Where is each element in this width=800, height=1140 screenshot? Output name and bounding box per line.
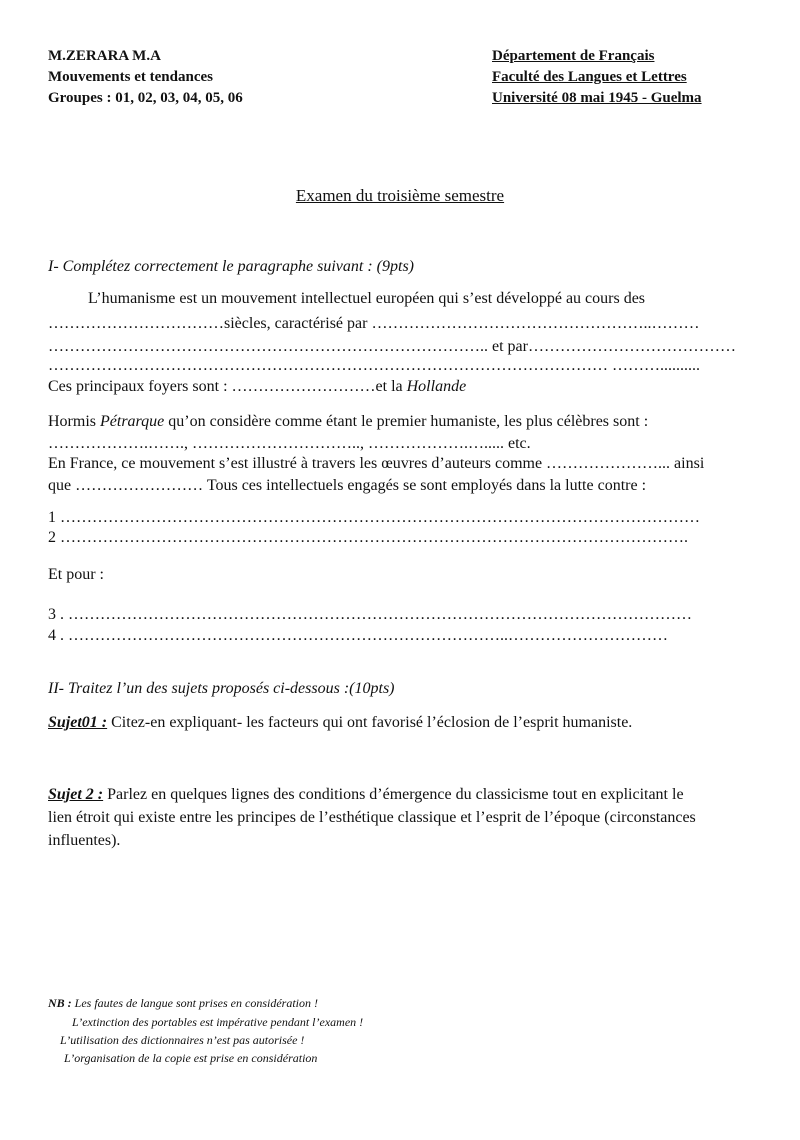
part1-line-6 [48,413,648,431]
header-right [492,46,702,109]
answer-line-3: 3 . ……………………………………………………………………………………………………… [48,606,692,623]
sujet2-text: Parlez en quelques lignes des conditions d’émergence du classicisme tout en explicitant le lien étroit qui existe entre les principes de l’esthétique classique et l’esprit de l’époque (circonstances influentes). [48,786,696,849]
sujet1-label: Sujet01 : [48,714,108,731]
petrarque: Pétrarque [100,413,165,430]
part1-line-1: L’humanisme est un mouvement intellectuel européen qui s’est développé au cours des [88,290,646,307]
course-name: Mouvements et tendances [48,69,213,85]
faculty: Faculté des Langues et Lettres [492,69,687,85]
groups: Groupes : 01, 02, 03, 04, 05, 06 [48,90,243,106]
university: Université 08 mai 1945 - Guelma [492,90,702,106]
nb-label: NB : [48,996,72,1010]
note-3: L’utilisation des dictionnaires n’est pas autorisée ! [60,1033,305,1047]
part2-heading: II- Traitez l’un des sujets proposés ci-dessous :(10pts) [48,680,395,697]
petrarque-rest: qu’on considère comme étant le premier humaniste, les plus célèbres sont : [164,413,649,430]
exam-title: Examen du troisième semestre [295,186,505,205]
answer-line-1: 1 ………………………………………………………………………………………………………… [48,509,700,526]
part1-line-4: …………………………………………………………………………………………… ……….......... [48,357,700,374]
part1-line-9: que …………………… Tous ces intellectuels engagés se sont employés dans la lutte contre : [48,477,647,494]
answer-line-2: 2 ………………………………………………………………………………………………………. [48,529,688,546]
et-pour: Et pour : [48,566,104,583]
part1-line-8: En France, ce mouvement s’est illustré à travers les œuvres d’auteurs comme …………………... ainsi [48,455,705,472]
answer-line-4: 4 . ………………………………………………………………………..………………………… [48,627,668,644]
foyers-text: Ces principaux foyers sont : ………………………et la [48,378,407,395]
hollande: Hollande [406,378,467,395]
part1-heading: I- Complétez correctement le paragraphe suivant : (9pts) [48,258,414,275]
sujet1-text: Citez-en expliquant- les facteurs qui ont favorisé l’éclosion de l’esprit humaniste. [107,714,633,731]
sujet2 [48,783,708,852]
part1-line-3: ……………………………………………………………………….. et par………………………………… [48,338,736,355]
sujet1 [48,714,632,732]
note-1 [48,996,318,1011]
part1-line-2: ……………………………siècles, caractérisé par ……………………………………………..……… [48,315,700,332]
author-name: M.ZERARA M.A [48,48,161,64]
part1-line-7: ……………….……., ………………………….., ……………….…..... etc. [48,435,531,452]
sujet2-label: Sujet 2 : [48,786,104,803]
note-2: L’extinction des portables est impérative pendant l’examen ! [72,1015,364,1029]
header-left [48,46,243,109]
department: Département de Français [492,48,655,64]
note-4: L’organisation de la copie est prise en considération [64,1051,318,1065]
part1-line-5 [48,378,466,396]
hormis: Hormis [48,413,100,430]
note-1-text: Les fautes de langue sont prises en considération ! [71,996,318,1010]
